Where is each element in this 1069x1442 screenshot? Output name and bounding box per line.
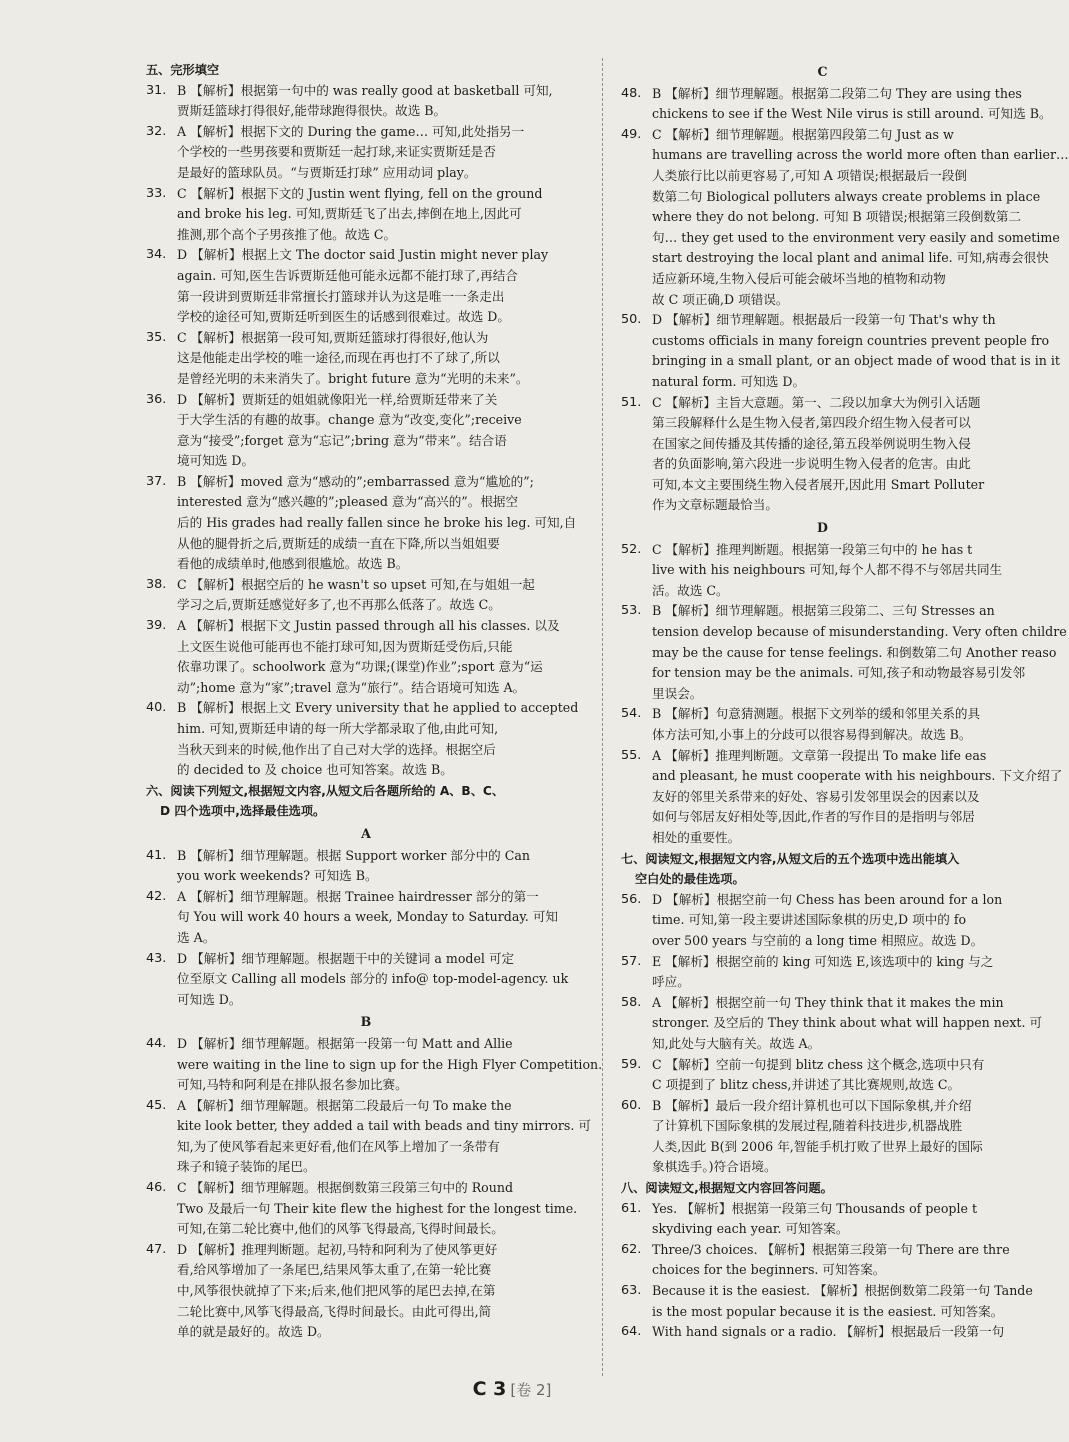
- answer-item: [621, 1199, 1024, 1240]
- answer-line: 可知选 D。: [177, 991, 242, 1007]
- answer-line: 中,风筝很快就掉了下来;后来,他们把风筝的尾巴去掉,在第: [177, 1283, 496, 1299]
- question-number: 63.: [621, 1283, 642, 1299]
- answer-line: 在国家之间传播及其传播的途径,第五段举例说明生物入侵: [652, 435, 971, 451]
- question-number: 45.: [146, 1097, 167, 1113]
- question-number: 38.: [146, 576, 167, 592]
- answer-line: stronger. 及空后的 They think about what will happen next. 可: [652, 1015, 1043, 1031]
- answer-line: 二轮比赛中,风筝飞得最高,飞得时间最长。由此可得出,简: [177, 1303, 492, 1319]
- answer-line: 贾斯廷篮球打得很好,能带球跑得很快。故选 B。: [177, 103, 447, 119]
- answer-line: 数第二句 Biological polluters always create problems in place: [652, 188, 1041, 204]
- answer-line: C 【解析】根据第一段可知,贾斯廷篮球打得很好,他认为: [177, 329, 489, 345]
- answer-line: 可知,马特和阿利是在排队报名参加比赛。: [177, 1077, 408, 1093]
- answer-line: time. 可知,第一段主要讲述国际象棋的历史,D 项中的 fo: [652, 912, 967, 928]
- answer-line: 看他的成绩单时,他感到很尴尬。故选 B。: [177, 556, 409, 572]
- question-number: 51.: [621, 394, 642, 410]
- answer-line: D 【解析】细节理解题。根据题干中的关键词 a model 可定: [177, 950, 515, 966]
- answer-line: C 【解析】主旨大意题。第一、二段以加拿大为例引入话题: [652, 394, 981, 410]
- answer-line: 作为文章标题最恰当。: [652, 497, 778, 513]
- item-list: [146, 1034, 603, 1343]
- answer-line: A 【解析】根据下文的 During the game… 可知,此处指另一: [177, 123, 525, 139]
- section-heading: [146, 781, 586, 822]
- answer-line: 当秋天到来的时候,他作出了自己对大学的选择。根据空后: [177, 741, 496, 757]
- answer-line: B 【解析】细节理解题。根据第三段第二、三句 Stresses an: [652, 603, 995, 619]
- answer-line: 知,为了使风筝看起来更好看,他们在风筝上增加了一条带有: [177, 1138, 500, 1154]
- answer-line: 学习之后,贾斯廷感觉好多了,也不再那么低落了。故选 C。: [177, 597, 501, 613]
- answer-line: you work weekends? 可知选 B。: [177, 868, 378, 884]
- answer-line: D 【解析】细节理解题。根据最后一段第一句 That's why th: [652, 312, 996, 328]
- heading-line: 空白处的最佳选项。: [635, 872, 745, 887]
- question-number: 33.: [146, 185, 167, 201]
- answer-line: 从他的腿骨折之后,贾斯廷的成绩一直在下降,所以当姐姐要: [177, 535, 500, 551]
- answer-line: 这是他能走出学校的唯一途径,而现在再也打不了球了,所以: [177, 350, 500, 366]
- section-heading: 五、完形填空: [146, 63, 220, 77]
- question-number: 59.: [621, 1056, 642, 1072]
- page-number: C 3: [472, 1378, 507, 1400]
- answer-line: 珠子和镜子装饰的尾巴。: [177, 1159, 316, 1175]
- item-list: [621, 890, 1043, 1178]
- answer-item: [146, 81, 586, 122]
- question-number: 44.: [146, 1035, 167, 1051]
- answer-item: [621, 746, 1063, 849]
- answer-item: [146, 245, 586, 327]
- question-number: 61.: [621, 1200, 642, 1216]
- answer-line: B 【解析】细节理解题。根据第二段第二句 They are using thes: [652, 85, 1022, 101]
- answer-item: [621, 1096, 1024, 1178]
- answer-item: [146, 184, 586, 246]
- answer-line: C 【解析】推理判断题。根据第一段第三句中的 he has t: [652, 541, 973, 557]
- question-number: 39.: [146, 618, 167, 634]
- answer-line: 上文医生说他可能再也不能打球可知,因为贾斯廷受伤后,只能: [177, 638, 513, 654]
- question-number: 55.: [621, 747, 642, 763]
- answer-item: [146, 122, 586, 184]
- heading-line: 六、阅读下列短文,根据短文内容,从短文后各题所给的 A、B、C、: [146, 783, 505, 798]
- question-number: 42.: [146, 888, 167, 904]
- answer-line: were waiting in the line to sign up for the High Flyer Competition.: [177, 1056, 603, 1072]
- answer-item: [621, 601, 1067, 704]
- answer-item: [621, 890, 1024, 952]
- answer-line: 后的 His grades had really fallen since he broke his leg. 可知,自: [177, 515, 577, 531]
- answer-item: [621, 1240, 1024, 1281]
- answer-line: 的 decided to 及 choice 也可知答案。故选 B。: [177, 762, 453, 778]
- question-number: 50.: [621, 312, 642, 328]
- answer-line: him. 可知,贾斯廷申请的每一所大学都录取了他,由此可知,: [177, 721, 499, 736]
- question-number: 53.: [621, 603, 642, 619]
- answer-item: [621, 540, 1024, 602]
- answer-item: [146, 1178, 586, 1240]
- question-number: 49.: [621, 126, 642, 142]
- answer-line: may be the cause for tense feelings. 和倒数第二句 Another reaso: [652, 644, 1057, 660]
- answer-item: [146, 1096, 591, 1178]
- answer-line: is the most popular because it is the easiest. 可知答案。: [652, 1303, 1004, 1319]
- answer-line: E 【解析】根据空前的 king 可知选 E,该选项中的 king 与之: [652, 953, 994, 969]
- answer-line: 知,此处与大脑有关。故选 A。: [652, 1035, 821, 1051]
- heading-line: D 四个选项中,选择最佳选项。: [160, 804, 326, 819]
- answer-item: [621, 84, 1052, 125]
- answer-line: A 【解析】细节理解题。根据 Trainee hairdresser 部分的第一: [177, 888, 539, 904]
- volume-label: [卷 2]: [510, 1381, 552, 1399]
- answer-line: A 【解析】推理判断题。文章第一段提出 To make life eas: [652, 747, 987, 763]
- section-heading: [621, 849, 1024, 890]
- answer-line: interested 意为“感兴趣的”;pleased 意为“高兴的”。根据空: [177, 494, 519, 510]
- question-number: 64.: [621, 1324, 642, 1340]
- right-column: [621, 60, 1069, 1343]
- answer-line: live with his neighbours 可知,每个人都不得不与邻居共同生: [652, 562, 1003, 578]
- answer-item: [621, 704, 1024, 745]
- answer-line: 体方法可知,小事上的分歧可以很容易得到解决。故选 B。: [652, 727, 972, 742]
- answer-line: A 【解析】根据下文 Justin passed through all his classes. 以及: [177, 618, 560, 634]
- answer-line: D 【解析】根据空前一句 Chess has been around for a lon: [652, 891, 1003, 907]
- question-number: 35.: [146, 329, 167, 345]
- answer-line: With hand signals or a radio. 【解析】根据最后一段第一句: [652, 1324, 1005, 1340]
- answer-line: 学校的途径可知,贾斯廷听到医生的话感到很难过。故选 D。: [177, 309, 510, 325]
- answer-item: [621, 993, 1043, 1055]
- answer-item: [621, 393, 1024, 517]
- answer-line: 选 A。: [177, 929, 216, 945]
- answer-line: B 【解析】根据第一句中的 was really good at basketball 可知,: [177, 82, 553, 98]
- answer-line: tension develop because of misunderstanding. Very often childre: [652, 624, 1067, 640]
- question-number: 54.: [621, 706, 642, 722]
- answer-line: skydiving each year. 可知答案。: [652, 1221, 849, 1237]
- answer-line: 者的负面影响,第六段进一步说明生物入侵者的危害。由此: [652, 456, 971, 472]
- answer-item: [146, 472, 586, 575]
- answer-line: 句… they get used to the environment very easily and sometime: [652, 229, 1060, 245]
- answer-line: and broke his leg. 可知,贾斯廷飞了出去,摔倒在地上,因此可: [177, 206, 522, 222]
- question-number: 48.: [621, 85, 642, 101]
- answer-line: 呼应。: [652, 974, 690, 990]
- answer-line: 可知,在第二轮比赛中,他们的风筝飞得最高,飞得时间最长。: [177, 1221, 504, 1237]
- answer-line: D 【解析】根据上文 The doctor said Justin might never play: [177, 247, 549, 263]
- answer-line: B 【解析】句意猜测题。根据下文列举的缓和邻里关系的具: [652, 706, 981, 722]
- answer-line: D 【解析】贾斯廷的姐姐就像阳光一样,给贾斯廷带来了关: [177, 391, 498, 407]
- answer-line: 第三段解释什么是生物入侵者,第四段介绍生物入侵者可以: [652, 415, 971, 431]
- item-list: [621, 1199, 1033, 1343]
- answer-line: 境可知选 D。: [177, 453, 255, 469]
- item-list: [621, 84, 1069, 516]
- answer-item: [146, 575, 586, 616]
- answer-line: C 项提到了 blitz chess,并讲述了其比赛规则,故选 C。: [652, 1077, 961, 1093]
- answer-item: [146, 1240, 586, 1343]
- answer-line: 适应新环境,生物入侵后可能会破坏当地的植物和动物: [652, 270, 946, 286]
- passage-letter: A: [361, 825, 371, 841]
- answer-line: 位至原文 Calling all models 部分的 info@ top-model-agency. uk: [177, 971, 569, 987]
- answer-line: customs officials in many foreign countries prevent people fro: [652, 332, 1050, 348]
- answer-line: Yes. 【解析】根据第一段第三句 Thousands of people t: [652, 1200, 978, 1216]
- page-footer: [0, 1378, 1024, 1400]
- answer-line: D 【解析】推理判断题。起初,马特和阿利为了使风筝更好: [177, 1241, 498, 1257]
- answer-line: again. 可知,医生告诉贾斯廷他可能永远都不能打球了,再结合: [177, 267, 518, 283]
- answer-line: D 【解析】细节理解题。根据第一段第一句 Matt and Allie: [177, 1035, 513, 1051]
- answer-item: [621, 125, 1069, 310]
- answer-item: [621, 310, 1060, 392]
- answer-item: [146, 328, 586, 390]
- item-list: [146, 846, 586, 1011]
- answer-line: 友好的邻里关系带来的好处、容易引发邻里误会的因素以及: [652, 788, 980, 804]
- answer-line: and pleasant, he must cooperate with his neighbours. 下文介绍了: [652, 768, 1063, 784]
- answer-line: C 【解析】细节理解题。根据倒数第三段第三句中的 Round: [177, 1180, 514, 1196]
- answer-line: Because it is the easiest. 【解析】根据倒数第二段第一句 Tande: [652, 1283, 1033, 1299]
- question-number: 58.: [621, 994, 642, 1010]
- answer-line: for tension may be the animals. 可知,孩子和动物最容易引发邻: [652, 665, 1026, 681]
- question-number: 47.: [146, 1241, 167, 1257]
- answer-line: C 【解析】细节理解题。根据第四段第二句 Just as w: [652, 126, 954, 142]
- answer-line: 故 C 项正确,D 项错误。: [652, 291, 789, 307]
- item-list: [146, 81, 586, 781]
- answer-line: 动”;home 意为“家”;travel 意为“旅行”。结合语境可知选 A。: [177, 679, 526, 695]
- answer-line: 看,给风筝增加了一条尾巴,结果风筝太重了,在第一轮比赛: [177, 1262, 492, 1278]
- answer-line: 推测,那个高个子男孩推了他。故选 C。: [177, 226, 397, 242]
- question-number: 60.: [621, 1097, 642, 1113]
- answer-line: A 【解析】根据空前一句 They think that it makes the min: [652, 994, 1004, 1010]
- answer-line: B 【解析】最后一段介绍计算机也可以下国际象棋,并介绍: [652, 1097, 972, 1113]
- answer-line: 是曾经光明的未来消失了。bright future 意为“光明的未来”。: [177, 370, 529, 386]
- answer-line: Two 及最后一句 Their kite flew the highest for the longest time.: [177, 1200, 578, 1216]
- answer-line: 相处的重要性。: [652, 829, 741, 845]
- answer-line: over 500 years 与空前的 a long time 相照应。故选 D。: [652, 932, 984, 948]
- answer-line: B 【解析】根据上文 Every university that he applied to accepted: [177, 700, 579, 716]
- answer-line: 了计算机下国际象棋的发展过程,随着科技进步,机器战胜: [652, 1118, 963, 1134]
- answer-line: natural form. 可知选 D。: [652, 373, 806, 389]
- answer-line: 如何与邻居友好相处等,因此,作者的写作目的是指明与邻居: [652, 809, 975, 825]
- answer-line: bringing in a small plant, or an object made of wood that is in it: [652, 353, 1060, 369]
- question-number: 56.: [621, 891, 642, 907]
- answer-line: 人类旅行比以前更容易了,可知 A 项错误;根据最后一段倒: [652, 167, 968, 183]
- question-number: 32.: [146, 123, 167, 139]
- answer-line: 意为“接受”;forget 意为“忘记”;bring 意为“带来”。结合语: [177, 432, 507, 448]
- passage-letter: D: [817, 520, 828, 536]
- answer-line: kite look better, they added a tail with beads and tiny mirrors. 可: [177, 1118, 591, 1134]
- answer-item: [146, 390, 586, 472]
- question-number: 62.: [621, 1241, 642, 1257]
- answer-line: A 【解析】细节理解题。根据第二段最后一句 To make the: [177, 1097, 512, 1113]
- answer-line: humans are travelling across the world more often than earlier…: [652, 147, 1069, 163]
- answer-item: [146, 1034, 603, 1096]
- answer-line: 人类,因此 B(到 2006 年,智能手机打败了世界上最好的国际: [652, 1138, 983, 1154]
- answer-line: 里误会。: [652, 685, 703, 701]
- answer-item: [146, 949, 586, 1011]
- answer-item: [621, 1322, 1024, 1343]
- passage-letter: B: [360, 1014, 372, 1030]
- question-number: 31.: [146, 82, 167, 98]
- item-list: [621, 540, 1067, 849]
- answer-line: C 【解析】根据下文的 Justin went flying, fell on the ground: [177, 185, 543, 201]
- answer-line: Three/3 choices. 【解析】根据第三段第一句 There are thre: [652, 1241, 1010, 1257]
- answer-line: 句 You will work 40 hours a week, Monday to Saturday. 可知: [177, 909, 559, 925]
- question-number: 37.: [146, 473, 167, 489]
- answer-item: [146, 698, 586, 780]
- answer-line: 是最好的篮球队员。“与贾斯廷打球” 应用动词 play。: [177, 164, 477, 180]
- question-number: 34.: [146, 247, 167, 263]
- question-number: 57.: [621, 953, 642, 969]
- answer-line: 象棋选手。)符合语境。: [652, 1159, 777, 1175]
- answer-line: 个学校的一些男孩要和贾斯廷一起打球,来证实贾斯廷是否: [177, 144, 496, 160]
- answer-item: [621, 952, 1024, 993]
- answer-line: chickens to see if the West Nile virus is still around. 可知选 B。: [652, 106, 1052, 122]
- section-heading: 八、阅读短文,根据短文内容回答问题。: [621, 1181, 833, 1196]
- answer-line: 可知,本文主要围绕生物入侵者展开,因此用 Smart Polluter: [652, 476, 985, 492]
- answer-line: 于大学生活的有趣的故事。change 意为“改变,变化”;receive: [177, 412, 522, 428]
- answer-line: where they do not belong. 可知 B 项错误;根据第三段倒数第二: [652, 209, 1022, 225]
- answer-line: choices for the beginners. 可知答案。: [652, 1262, 886, 1278]
- answer-line: 依靠功课了。schoolwork 意为“功课;(课堂)作业”;sport 意为“运: [177, 659, 543, 675]
- answer-line: C 【解析】根据空后的 he wasn't so upset 可知,在与姐姐一起: [177, 576, 535, 592]
- answer-line: B 【解析】细节理解题。根据 Support worker 部分中的 Can: [177, 847, 531, 863]
- column-divider: [602, 58, 603, 1376]
- left-column: [146, 60, 603, 1343]
- answer-line: C 【解析】空前一句提到 blitz chess 这个概念,选项中只有: [652, 1056, 985, 1072]
- answer-line: B 【解析】moved 意为“感动的”;embarrassed 意为“尴尬的”;: [177, 473, 534, 489]
- answer-line: 单的就是最好的。故选 D。: [177, 1324, 330, 1340]
- answer-item: [146, 887, 586, 949]
- answer-line: 第一段讲到贾斯廷非常擅长打篮球并认为这是唯一一条走出: [177, 288, 505, 304]
- question-number: 52.: [621, 541, 642, 557]
- passage-letter: C: [817, 64, 828, 79]
- question-number: 41.: [146, 847, 167, 863]
- question-number: 40.: [146, 700, 167, 716]
- answer-line: start destroying the local plant and animal life. 可知,病毒会很快: [652, 250, 1049, 266]
- question-number: 43.: [146, 950, 167, 966]
- question-number: 46.: [146, 1180, 167, 1196]
- heading-line: 七、阅读短文,根据短文内容,从短文后的五个选项中选出能填入: [621, 851, 960, 866]
- answer-line: 活。故选 C。: [652, 582, 729, 598]
- answer-item: [621, 1281, 1033, 1322]
- answer-item: [621, 1055, 1024, 1096]
- answer-item: [146, 616, 586, 698]
- answer-item: [146, 846, 586, 887]
- question-number: 36.: [146, 391, 167, 407]
